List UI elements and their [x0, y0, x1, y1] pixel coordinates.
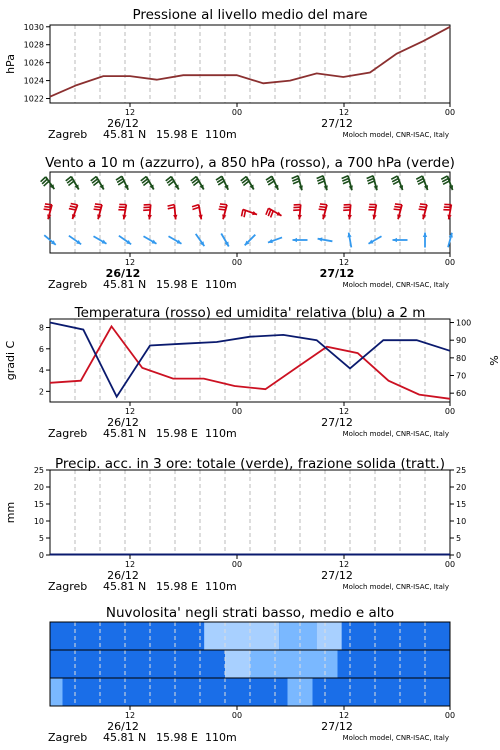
wind-barb — [66, 177, 79, 190]
wind-barb — [394, 204, 402, 219]
y-tick-label-right: 20 — [456, 483, 467, 492]
wind-barb — [416, 176, 428, 190]
model-credit: Moloch model, CNR-ISAC, Italy — [342, 281, 449, 289]
wind-barb — [242, 209, 258, 217]
y-tick-label: 5 — [38, 534, 44, 543]
barb-feather — [94, 209, 101, 210]
time-tick-label: 00 — [444, 560, 456, 569]
barb-head — [148, 215, 152, 220]
barb-feather — [419, 207, 426, 208]
time-tick-label: 00 — [231, 560, 243, 569]
barb-feather — [268, 210, 271, 216]
date-label: 26/12 — [107, 416, 139, 429]
time-tick-label: 12 — [338, 407, 350, 416]
location-elev: 110m — [205, 278, 237, 291]
y-tick-label-right: 5 — [456, 534, 462, 543]
barb-feather — [71, 204, 78, 205]
time-tick-label: 12 — [124, 407, 136, 416]
wind-barb — [292, 176, 303, 190]
wind-barb — [219, 204, 227, 219]
barb-feather — [168, 205, 175, 207]
y-tick-label: 6 — [38, 344, 44, 354]
barb-feather — [192, 205, 199, 207]
barb-feather — [220, 204, 227, 205]
cloud-cell — [225, 650, 250, 678]
wind-barb — [41, 177, 55, 189]
barb-feather — [292, 178, 298, 181]
cloud-cell — [250, 650, 338, 678]
barb-feather — [293, 181, 299, 184]
time-tick-label: 12 — [124, 560, 136, 569]
wind-barb — [367, 176, 378, 190]
date-label: 27/12 — [319, 267, 355, 280]
wind-barb — [317, 176, 328, 190]
location-lat: 45.81 N — [103, 580, 147, 593]
y-axis-label: gradi C — [4, 340, 17, 381]
location-name: Zagreb — [48, 128, 88, 141]
wind-barb — [192, 205, 203, 220]
wind-barb — [419, 204, 427, 219]
barb-feather — [95, 204, 102, 205]
location-lon: 15.98 E — [156, 278, 198, 291]
location-lon: 15.98 E — [156, 580, 198, 593]
wind-barb — [143, 205, 152, 220]
barb-feather — [94, 207, 101, 208]
wind-barb — [342, 176, 353, 190]
y-tick-label-right: 0 — [456, 551, 462, 560]
barb-head — [393, 238, 398, 242]
location-elev: 110m — [205, 731, 237, 744]
location-name: Zagreb — [48, 580, 88, 593]
wind-barb — [166, 177, 179, 190]
date-label: 27/12 — [321, 569, 353, 582]
barb-feather — [317, 176, 323, 179]
chart-title: Temperatura (rosso) ed umidita' relativa (blu) a 2 m — [74, 305, 426, 321]
location-lon: 15.98 E — [156, 731, 198, 744]
y-tick-label-right: 25 — [456, 466, 467, 475]
location-lon: 15.98 E — [156, 427, 198, 440]
barb-feather — [70, 206, 77, 207]
y-tick-label: 1026 — [23, 58, 44, 68]
location-elev: 110m — [205, 128, 237, 141]
barb-feather — [395, 204, 402, 205]
location-name: Zagreb — [48, 278, 88, 291]
barb-head — [298, 215, 302, 220]
date-label: 26/12 — [107, 569, 139, 582]
time-tick-label: 00 — [444, 407, 456, 416]
barb-feather — [343, 181, 349, 184]
cloud-cell — [317, 622, 342, 650]
y-tick-label: 1028 — [23, 40, 44, 50]
barb-feather — [44, 207, 51, 208]
wind-barb — [141, 177, 154, 190]
barb-feather — [367, 176, 373, 179]
barb-feather — [367, 178, 373, 181]
time-tick-label: 12 — [338, 258, 350, 267]
date-label: 27/12 — [321, 416, 353, 429]
date-label: 27/12 — [321, 720, 353, 733]
wind-barb — [216, 176, 228, 190]
barb-feather — [292, 176, 298, 179]
chart-title: Nuvolosita' negli strati basso, medio e alto — [105, 605, 395, 621]
barb-feather — [244, 210, 245, 217]
wind-barb — [391, 176, 403, 190]
wind-barb — [116, 176, 128, 190]
time-tick-label: 00 — [444, 258, 456, 267]
wind-barb — [44, 204, 52, 219]
panel-1 — [4, 7, 455, 141]
barb-feather — [420, 204, 427, 205]
barb-head — [252, 211, 257, 215]
date-label: 26/12 — [107, 720, 139, 733]
barb-head — [423, 233, 427, 238]
wind-barb — [266, 208, 282, 217]
time-tick-label: 12 — [338, 108, 350, 117]
location-lat: 45.81 N — [103, 278, 147, 291]
location-lat: 45.81 N — [103, 427, 147, 440]
y-axis-label-right: % — [487, 355, 500, 366]
y-axis-label: mm — [4, 501, 17, 524]
wind-barb — [94, 204, 102, 219]
wind-barb — [241, 177, 254, 190]
y-tick-label-right: 80 — [456, 353, 467, 363]
wind-barb — [91, 177, 104, 190]
wind-barb — [168, 205, 178, 220]
location-elev: 110m — [205, 427, 237, 440]
panel-2 — [41, 155, 455, 291]
time-tick-label: 00 — [444, 108, 456, 117]
y-tick-label-right: 70 — [456, 371, 467, 381]
barb-feather — [242, 209, 243, 216]
time-tick-label: 00 — [231, 711, 243, 720]
y-tick-label: 1024 — [23, 76, 44, 86]
panel-3 — [4, 305, 500, 440]
y-tick-label: 4 — [38, 366, 44, 376]
time-tick-label: 12 — [124, 711, 136, 720]
barb-head — [268, 239, 273, 243]
wind-barb — [319, 204, 327, 219]
barb-feather — [168, 207, 175, 209]
y-tick-label: 25 — [33, 466, 44, 475]
barb-feather — [319, 207, 326, 208]
model-credit: Moloch model, CNR-ISAC, Italy — [342, 430, 449, 438]
y-tick-label: 1030 — [23, 22, 44, 32]
wind-barb — [343, 205, 352, 220]
barb-feather — [317, 178, 323, 181]
time-tick-label: 00 — [231, 108, 243, 117]
barb-feather — [342, 178, 348, 181]
panel-5 — [48, 605, 455, 744]
time-tick-label: 12 — [124, 258, 136, 267]
y-tick-label-right: 100 — [456, 318, 472, 328]
y-tick-label: 15 — [33, 500, 44, 509]
wind-barb — [191, 177, 204, 190]
y-tick-label-right: 60 — [456, 389, 467, 399]
barb-feather — [394, 209, 401, 210]
y-tick-label: 1022 — [23, 94, 44, 104]
model-credit: Moloch model, CNR-ISAC, Italy — [342, 583, 449, 591]
date-label: 26/12 — [107, 117, 139, 130]
y-axis-label: hPa — [4, 54, 17, 74]
y-tick-label: 10 — [33, 517, 44, 526]
barb-head — [293, 238, 298, 242]
barb-feather — [219, 207, 226, 208]
location-lat: 45.81 N — [103, 731, 147, 744]
barb-feather — [318, 181, 324, 184]
chart-title: Precip. acc. in 3 ore: totale (verde), frazione solida (tratt.) — [55, 456, 445, 472]
y-tick-label-right: 15 — [456, 500, 467, 509]
wind-barb — [347, 233, 351, 248]
barb-feather — [342, 176, 348, 179]
barb-feather — [219, 209, 226, 210]
y-tick-label: 2 — [38, 387, 44, 397]
cloud-cell — [50, 678, 63, 706]
y-tick-label: 20 — [33, 483, 44, 492]
wind-barb — [441, 176, 453, 190]
model-credit: Moloch model, CNR-ISAC, Italy — [342, 734, 449, 742]
time-tick-label: 00 — [231, 258, 243, 267]
location-lon: 15.98 E — [156, 128, 198, 141]
date-label: 26/12 — [105, 267, 141, 280]
location-name: Zagreb — [48, 427, 88, 440]
time-tick-label: 00 — [444, 711, 456, 720]
barb-feather — [368, 181, 374, 184]
time-tick-label: 12 — [338, 560, 350, 569]
time-tick-label: 12 — [124, 108, 136, 117]
barb-head — [348, 215, 352, 220]
wind-barb — [69, 204, 78, 220]
barb-feather — [266, 208, 269, 214]
barb-feather — [44, 209, 51, 210]
barb-feather — [394, 207, 401, 208]
y-tick-label: 0 — [38, 551, 44, 560]
y-tick-label-right: 90 — [456, 336, 467, 346]
location-lat: 45.81 N — [103, 128, 147, 141]
model-credit: Moloch model, CNR-ISAC, Italy — [342, 131, 449, 139]
y-tick-label: 8 — [38, 323, 44, 333]
chart-title: Pressione al livello medio del mare — [132, 7, 368, 23]
time-tick-label: 00 — [231, 407, 243, 416]
cloud-cell — [204, 622, 279, 650]
location-name: Zagreb — [48, 731, 88, 744]
barb-feather — [271, 211, 274, 217]
cloud-cell — [279, 622, 317, 650]
barb-feather — [193, 207, 200, 209]
barb-feather — [419, 209, 426, 210]
wind-barb — [423, 233, 427, 248]
panel-4 — [4, 456, 466, 593]
chart-title: Vento a 10 m (azzurro), a 850 hPa (rosso), a 700 hPa (verde) — [45, 155, 455, 171]
time-tick-label: 12 — [338, 711, 350, 720]
barb-feather — [319, 209, 326, 210]
wind-barb — [266, 176, 278, 190]
barb-feather — [45, 204, 52, 205]
y-tick-label-right: 10 — [456, 517, 467, 526]
barb-head — [173, 215, 177, 220]
date-label: 27/12 — [321, 117, 353, 130]
wind-barb — [293, 205, 302, 220]
location-elev: 110m — [205, 580, 237, 593]
barb-feather — [320, 204, 327, 205]
